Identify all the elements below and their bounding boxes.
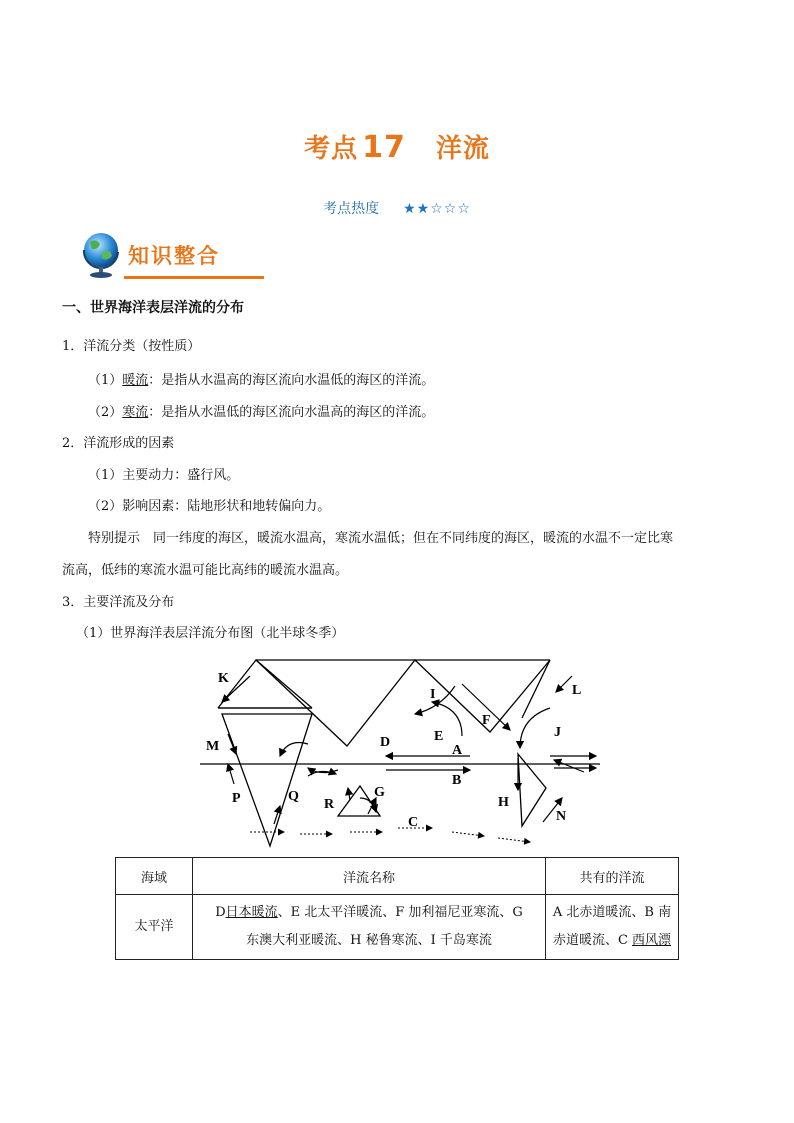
heat-rating <box>0 198 794 218</box>
label-K: K <box>218 671 229 686</box>
ocean-current-map <box>200 648 606 848</box>
para-2b: （2）影响因素：陆地形状和地转偏向力。 <box>88 499 331 514</box>
tip-line-2: 流高，低纬的寒流水温可能比高纬的暖流水温高。 <box>62 563 349 578</box>
label-F: F <box>482 713 491 728</box>
para-1a: （1）暖流：是指从水温高的海区流向水温低的海区的洋流。 <box>88 373 435 388</box>
para-1b: （2）寒流：是指从水温低的海区流向水温高的海区的洋流。 <box>88 405 435 420</box>
tip-line-1: 特别提示 同一纬度的海区，暖流水温高，寒流水温低；但在不同纬度的海区，暖流的水温不一定比寒 <box>88 531 674 546</box>
label-Q: Q <box>288 789 299 804</box>
banner-text: 知识整合 <box>128 244 220 268</box>
section-heading: 一、世界海洋表层洋流的分布 <box>62 300 244 316</box>
table-row <box>116 895 679 960</box>
label-P: P <box>232 791 241 806</box>
label-J: J <box>554 725 561 740</box>
label-C: C <box>408 815 419 830</box>
para-2: 2．洋流形成的因素 <box>62 436 175 451</box>
header-shared: 共有的洋流 <box>546 858 679 895</box>
label-D: D <box>380 735 391 750</box>
label-B: B <box>452 773 462 788</box>
heat-stars: ★★☆☆☆ <box>403 201 471 217</box>
cell-sea: 太平洋 <box>116 895 193 960</box>
cell-names: D日本暖流、E 北太平洋暖流、F 加利福尼亚寒流、G 东澳大利亚暖流、H 秘鲁寒流、I 千岛寒流 <box>193 895 546 960</box>
banner-underline <box>124 276 264 279</box>
term-cold: 寒流 <box>122 405 149 420</box>
term-warm: 暖流 <box>122 373 149 388</box>
label-M: M <box>206 739 220 754</box>
label-H: H <box>498 795 509 810</box>
current-table <box>115 857 679 960</box>
label-R: R <box>324 797 335 812</box>
label-A: A <box>452 743 463 758</box>
label-E: E <box>434 729 444 744</box>
label-L: L <box>572 683 582 698</box>
title-topic: 洋流 <box>435 134 490 164</box>
knowledge-banner <box>74 226 264 284</box>
cell-shared: A 北赤道暖流、B 南 赤道暖流、C 西风漂 <box>546 895 679 960</box>
term-japan-current: 日本暖流 <box>225 905 278 920</box>
term-west-wind-drift: 西风漂 <box>632 933 672 948</box>
label-I: I <box>430 687 436 702</box>
title-prefix: 考点 <box>304 134 359 164</box>
heat-label: 考点热度 <box>323 201 380 217</box>
label-N: N <box>556 809 567 824</box>
header-sea: 海域 <box>116 858 193 895</box>
para-1: 1．洋流分类（按性质） <box>62 339 201 354</box>
table-header-row <box>116 858 679 895</box>
title-number: 17 <box>362 130 406 165</box>
globe-icon <box>78 230 124 280</box>
header-names: 洋流名称 <box>193 858 546 895</box>
page-title <box>0 128 794 165</box>
label-G: G <box>374 785 385 800</box>
tip-label: 特别提示 <box>88 531 141 546</box>
para-2a: （1）主要动力：盛行风。 <box>88 468 240 483</box>
para-3: 3．主要洋流及分布 <box>62 595 175 610</box>
para-3a: （1）世界海洋表层洋流分布图（北半球冬季） <box>76 626 345 641</box>
